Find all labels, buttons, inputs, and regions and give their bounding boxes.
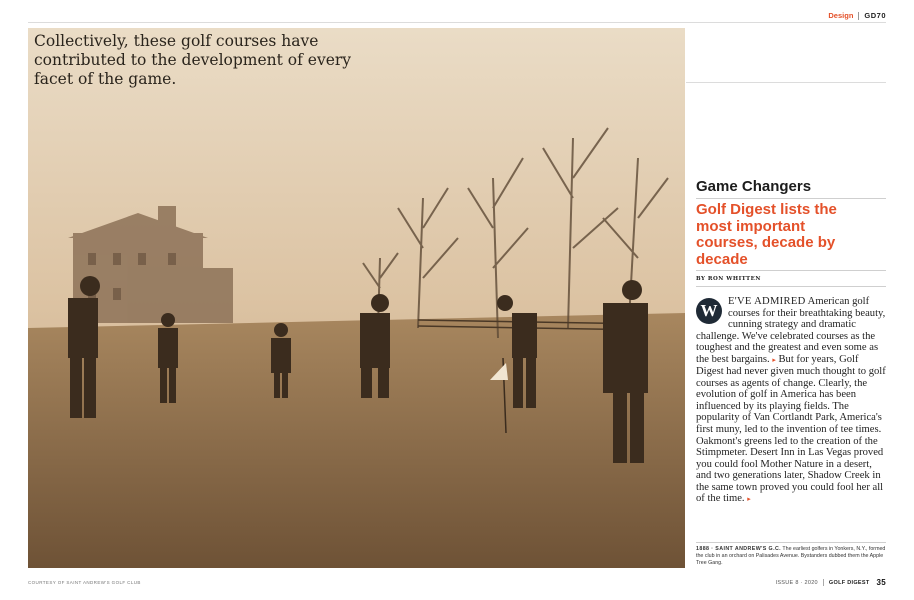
header-divider [858, 12, 859, 20]
title-rule [696, 198, 886, 199]
historic-photo [28, 28, 685, 568]
page-number: 35 [876, 578, 886, 587]
body-text-1: American golf courses for their breathtaking beauty, cunning strategy and dramatic challenge. We've celebrated courses as the toughest and the greatest and even some as the best bargains. [696, 296, 886, 365]
quote-rule [686, 82, 886, 83]
caption-lead: 1888 · SAINT ANDREW'S G.C. [696, 546, 782, 552]
gd70-tag: GD70 [864, 11, 886, 20]
article-deck: Golf Digest lists the most important courses, decade by decade [696, 201, 837, 268]
page-footer [776, 578, 887, 587]
end-arrow-icon: ▸ [747, 495, 751, 504]
article-body [696, 296, 886, 506]
page-header [828, 11, 886, 20]
pull-quote: Collectively, these golf courses have contributed to the development of every facet of the game. [34, 32, 352, 88]
deck-rule [696, 270, 886, 271]
sepia-golf-scene [28, 28, 685, 568]
caption-text: The earliest golfers in Yonkers, N.Y., formed the club in an orchard on Palisades Avenue. Bystanders dubbed them the Apple Tree Gang. [696, 546, 886, 566]
drop-cap: W [696, 298, 722, 324]
body-text-2: But for years, Golf Digest had never given much thought to golf courses as agents of change. Clearly, the evolution of golf in America has been influenced by its playing fields. The popularity of Van Cortlandt Park, America's first muny, led to the invention of tee times. Oakmont's greens led to the creation of the Stimpmeter. Desert Inn in Las Vegas proved you could fool Mother Nature in a desert, and two generations later, Shadow Creek in the same town proved you could fool her all of the time. [696, 353, 886, 505]
byline-rule [696, 286, 886, 287]
issue-label: ISSUE 8 · 2020 [775, 579, 818, 586]
footer-divider [823, 579, 824, 586]
caption-rule [696, 542, 886, 543]
byline: BY RON WHITTEN [696, 276, 761, 282]
photo-caption [696, 546, 886, 567]
article-title: Game Changers [696, 178, 812, 195]
magazine-name: GOLF DIGEST [828, 579, 870, 586]
section-label: Design [828, 11, 854, 20]
top-rule [28, 22, 886, 23]
continue-arrow-icon: ▸ [772, 355, 776, 364]
photo-credit: COURTESY OF SAINT ANDREW'S GOLF CLUB [28, 580, 141, 585]
lead-in: E'VE ADMIRED [728, 296, 806, 307]
